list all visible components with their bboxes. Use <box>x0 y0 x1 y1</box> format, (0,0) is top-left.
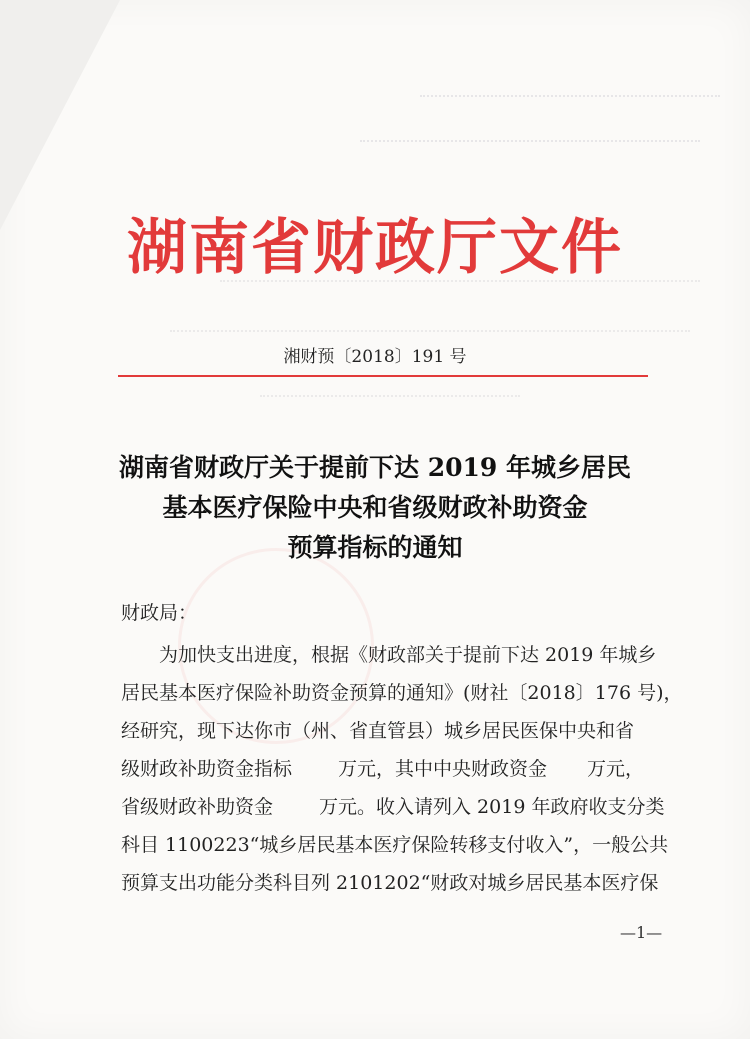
body-line: 居民基本医疗保险补助资金预算的通知》(财社〔2018〕176 号)， <box>121 682 683 704</box>
red-divider-line <box>118 375 648 377</box>
body-text-segment: 级财政补助资金指标 <box>121 758 293 780</box>
document-header-title: 湖南省财政厅文件 <box>127 213 623 283</box>
document-number: 湘财预〔2018〕191 号 <box>283 347 467 367</box>
body-text-segment: 万元， <box>587 758 645 780</box>
body-line: 经研究，现下达你市（州、省直管县）城乡居民医保中央和省 <box>121 720 635 742</box>
body-text-segment: 万元，其中中央财政资金 <box>338 758 548 780</box>
page-fold-corner <box>0 0 120 230</box>
addressee: 财政局： <box>121 602 198 624</box>
body-paragraph <box>121 636 681 902</box>
notice-title-line: 预算指标的通知 <box>287 533 463 562</box>
body-line <box>121 788 681 826</box>
bleed-through-mark <box>360 140 700 154</box>
body-line: 为加快支出进度，根据《财政部关于提前下达 2019 年城乡 <box>159 644 657 666</box>
body-text-segment: 万元。收入请列入 2019 年政府收支分类 <box>319 796 665 818</box>
bleed-through-mark <box>260 395 520 409</box>
bleed-through-mark <box>420 95 720 109</box>
body-line: 预算支出功能分类科目列 2101202“财政对城乡居民基本医疗保 <box>121 872 659 894</box>
body-line: 科目 1100223“城乡居民基本医疗保险转移支付收入”，一般公共 <box>121 834 669 856</box>
notice-title-line: 基本医疗保险中央和省级财政补助资金 <box>162 493 588 522</box>
page-number: —1— <box>620 923 663 942</box>
notice-title-line: 湖南省财政厅关于提前下达 2019 年城乡居民 <box>119 453 631 482</box>
notice-title <box>0 448 750 568</box>
body-text-segment: 省级财政补助资金 <box>121 796 274 818</box>
body-line <box>121 750 681 788</box>
